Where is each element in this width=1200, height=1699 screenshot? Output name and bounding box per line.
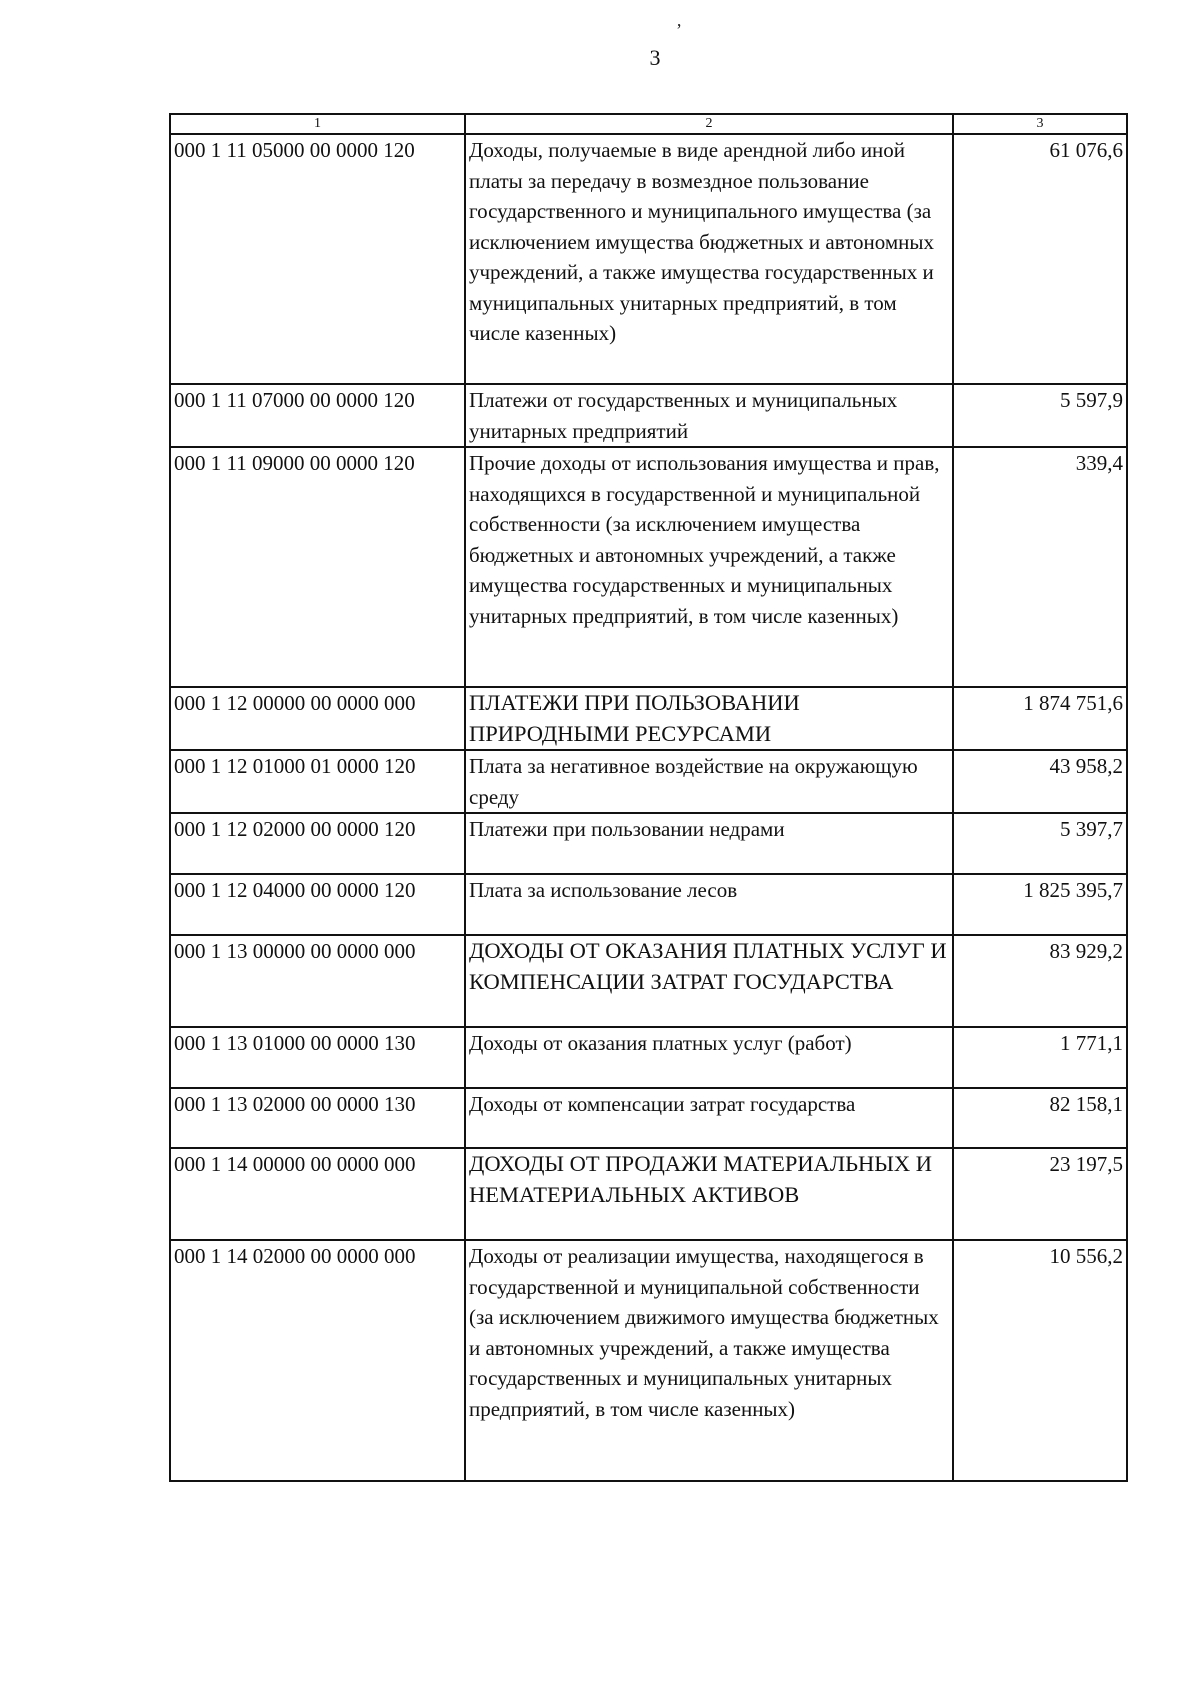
- revenue-amount: 1 874 751,6: [953, 687, 1127, 750]
- revenue-amount: 83 929,2: [953, 935, 1127, 1027]
- table-row: [170, 1148, 1127, 1240]
- budget-code: 000 1 13 00000 00 0000 000: [170, 935, 465, 1027]
- revenue-amount: 1 771,1: [953, 1027, 1127, 1088]
- budget-code: 000 1 13 02000 00 0000 130: [170, 1088, 465, 1148]
- table-row: [170, 935, 1127, 1027]
- table-row: [170, 687, 1127, 750]
- page-number: 3: [649, 45, 661, 70]
- table-row: [170, 1240, 1127, 1481]
- revenue-name: ДОХОДЫ ОТ ОКАЗАНИЯ ПЛАТНЫХ УСЛУГ И КОМПЕНСАЦИИ ЗАТРАТ ГОСУДАРСТВА: [465, 935, 953, 1027]
- revenue-name: Плата за негативное воздействие на окружающую среду: [465, 750, 953, 813]
- budget-code: 000 1 11 05000 00 0000 120: [170, 134, 465, 384]
- budget-code: 000 1 12 01000 01 0000 120: [170, 750, 465, 813]
- revenue-amount: 5 597,9: [953, 384, 1127, 447]
- revenue-table: [169, 113, 1128, 1482]
- revenue-name: Доходы, получаемые в виде арендной либо иной платы за передачу в возмездное пользование государственного и муниципального имущества (за исключением имущества бюджетных и автономных учреждений, а также имущества государственных и муниципальных унитарных предприятий, в том числе казенных): [465, 134, 953, 384]
- table-row: [170, 447, 1127, 687]
- revenue-name: Платежи от государственных и муниципальных унитарных предприятий: [465, 384, 953, 447]
- revenue-name: Платежи при пользовании недрами: [465, 813, 953, 874]
- budget-code: 000 1 12 02000 00 0000 120: [170, 813, 465, 874]
- revenue-name: Доходы от компенсации затрат государства: [465, 1088, 953, 1148]
- table-row: [170, 1088, 1127, 1148]
- revenue-name: Доходы от оказания платных услуг (работ): [465, 1027, 953, 1088]
- column-number-row: [170, 114, 1127, 134]
- table-row: [170, 813, 1127, 874]
- revenue-amount: 61 076,6: [953, 134, 1127, 384]
- revenue-amount: 82 158,1: [953, 1088, 1127, 1148]
- table-row: [170, 874, 1127, 935]
- revenue-name: ДОХОДЫ ОТ ПРОДАЖИ МАТЕРИАЛЬНЫХ И НЕМАТЕРИАЛЬНЫХ АКТИВОВ: [465, 1148, 953, 1240]
- revenue-amount: 43 958,2: [953, 750, 1127, 813]
- revenue-amount: 339,4: [953, 447, 1127, 687]
- revenue-name: Доходы от реализации имущества, находящегося в государственной и муниципальной собственности (за исключением движимого имущества бюджетных и автономных учреждений, а также имущества государственных и муниципальных унитарных предприятий, в том числе казенных): [465, 1240, 953, 1481]
- revenue-amount: 23 197,5: [953, 1148, 1127, 1240]
- revenue-amount: 10 556,2: [953, 1240, 1127, 1481]
- budget-code: 000 1 14 00000 00 0000 000: [170, 1148, 465, 1240]
- revenue-name: Плата за использование лесов: [465, 874, 953, 935]
- budget-code: 000 1 11 09000 00 0000 120: [170, 447, 465, 687]
- revenue-amount: 1 825 395,7: [953, 874, 1127, 935]
- column-number-name: 2: [465, 114, 953, 134]
- budget-code: 000 1 14 02000 00 0000 000: [170, 1240, 465, 1481]
- column-number-amount: 3: [953, 114, 1127, 134]
- budget-code: 000 1 11 07000 00 0000 120: [170, 384, 465, 447]
- table-row: [170, 134, 1127, 384]
- scan-mark: ’: [676, 20, 682, 40]
- revenue-amount: 5 397,7: [953, 813, 1127, 874]
- budget-code: 000 1 13 01000 00 0000 130: [170, 1027, 465, 1088]
- budget-code: 000 1 12 04000 00 0000 120: [170, 874, 465, 935]
- column-number-code: 1: [170, 114, 465, 134]
- budget-code: 000 1 12 00000 00 0000 000: [170, 687, 465, 750]
- table-row: [170, 1027, 1127, 1088]
- table-row: [170, 750, 1127, 813]
- revenue-name: Прочие доходы от использования имущества и прав, находящихся в государственной и муниципальной собственности (за исключением имущества бюджетных и автономных учреждений, а также имущества государственных и муниципальных унитарных предприятий, в том числе казенных): [465, 447, 953, 687]
- table-row: [170, 384, 1127, 447]
- revenue-name: ПЛАТЕЖИ ПРИ ПОЛЬЗОВАНИИ ПРИРОДНЫМИ РЕСУРСАМИ: [465, 687, 953, 750]
